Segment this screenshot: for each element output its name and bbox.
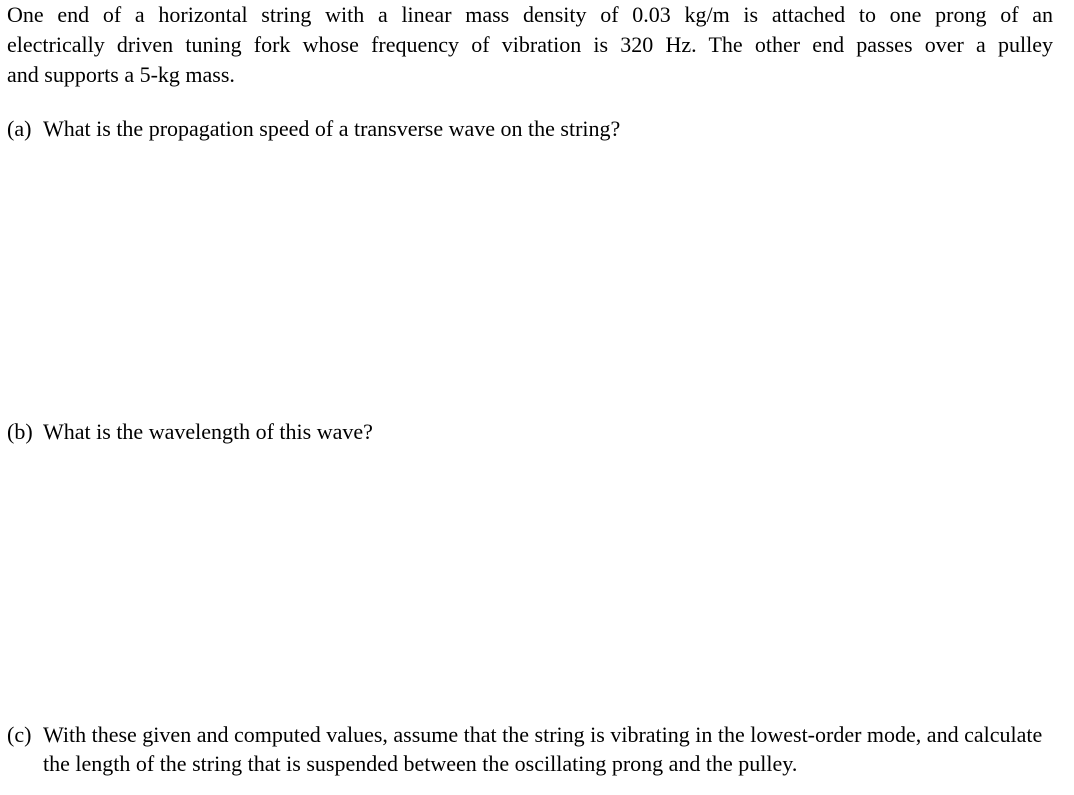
question-c <box>7 720 1053 778</box>
question-label: (a) <box>7 116 32 141</box>
problem-statement <box>7 0 1053 90</box>
problem-statement-line: and supports a 5-kg mass. <box>7 62 235 87</box>
question-text: With these given and computed values, assume that the string is vibrating in the lowest-order mode, and calculate the length of the string that is suspended between the oscillating prong and the pulley. <box>43 722 1043 776</box>
question-label: (c) <box>7 722 32 747</box>
question-text: What is the propagation speed of a transverse wave on the string? <box>43 116 621 141</box>
question-a <box>7 114 620 143</box>
problem-statement-line: One end of a horizontal string with a linear mass density of 0.03 kg/m is attached to one prong of an <box>7 2 1053 27</box>
problem-statement-line: electrically driven tuning fork whose frequency of vibration is 320 Hz. The other end passes over a pulley <box>7 32 1053 57</box>
question-label: (b) <box>7 419 33 444</box>
question-b <box>7 417 373 446</box>
question-text: What is the wavelength of this wave? <box>43 419 373 444</box>
